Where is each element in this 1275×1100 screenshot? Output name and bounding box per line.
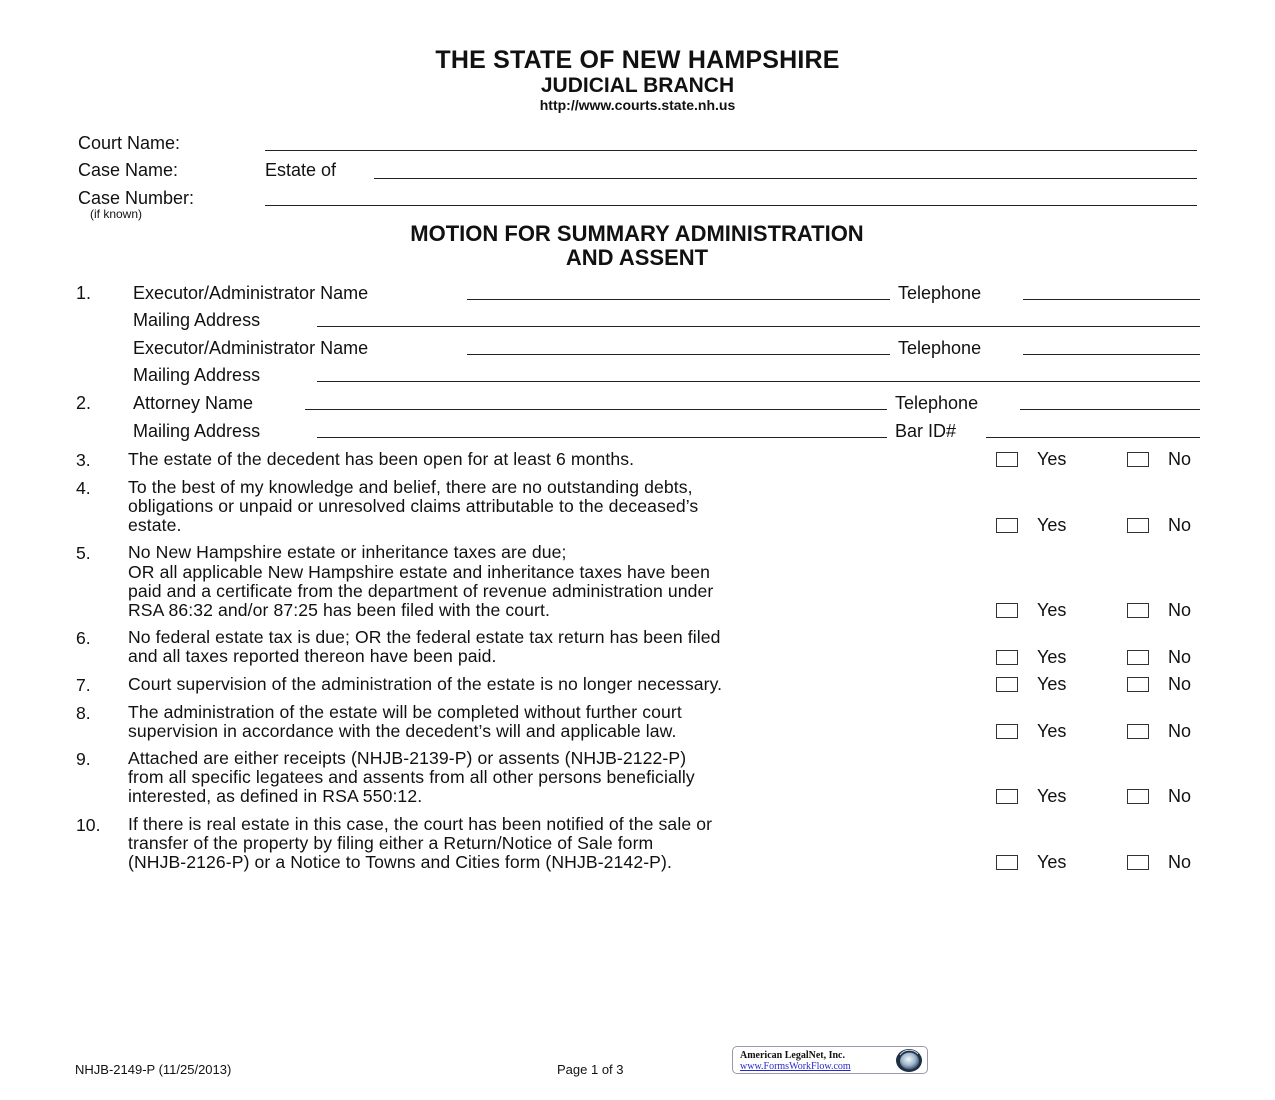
no-label: No: [1168, 515, 1192, 535]
courts-url-link[interactable]: http://www.courts.state.nh.us: [539, 97, 736, 113]
question-text-line: from all specific legatees and assents from all other persons beneficially: [128, 767, 695, 787]
case-name-field[interactable]: [374, 178, 1197, 179]
state-heading: THE STATE OF NEW HAMPSHIRE: [435, 46, 840, 74]
question-text-line: OR all applicable New Hampshire estate and inheritance taxes have been: [128, 562, 711, 582]
executor-1-label: Executor/Administrator Name: [133, 283, 369, 303]
question-text-line: interested, as defined in RSA 550:12.: [128, 786, 423, 806]
vendor-url-link[interactable]: www.FormsWorkFlow.com: [740, 1061, 851, 1072]
no-label: No: [1168, 449, 1192, 469]
yes-label: Yes: [1037, 674, 1067, 694]
form-title-line-1: MOTION FOR SUMMARY ADMINISTRATION: [410, 221, 864, 246]
form-title-line-2: AND ASSENT: [565, 245, 709, 270]
question-text-line: Court supervision of the administration of the estate is no longer necessary.: [128, 674, 723, 694]
question-7-yes-checkbox[interactable]: [996, 677, 1018, 692]
court-name-field[interactable]: [265, 150, 1197, 151]
case-name-label: Case Name:: [78, 160, 179, 180]
bar-id-label: Bar ID#: [895, 421, 957, 441]
item-number-1: 1.: [76, 283, 92, 303]
item-number-3: 3.: [76, 450, 91, 470]
yes-label: Yes: [1037, 647, 1067, 667]
question-text-line: paid and a certificate from the department of revenue administration under: [128, 581, 714, 601]
question-4-text: [128, 478, 698, 535]
question-text-line: transfer of the property by filing either a Return/Notice of Sale form: [128, 833, 654, 853]
question-3-no-checkbox[interactable]: [1127, 452, 1149, 467]
no-label: No: [1168, 852, 1192, 872]
question-text-line: obligations or unpaid or unresolved claims attributable to the deceased’s: [128, 496, 699, 516]
question-text-line: No federal estate tax is due; OR the federal estate tax return has been filed: [128, 627, 721, 647]
item-number-5: 5.: [76, 543, 91, 563]
question-text-line: supervision in accordance with the decedent’s will and applicable law.: [128, 721, 677, 741]
question-3-yes-checkbox[interactable]: [996, 452, 1018, 467]
question-9-text: [128, 749, 695, 806]
question-10-yes-checkbox[interactable]: [996, 855, 1018, 870]
question-6-no-checkbox[interactable]: [1127, 650, 1149, 665]
no-label: No: [1168, 674, 1192, 694]
question-text-line: The administration of the estate will be completed without further court: [128, 702, 682, 722]
question-7-no-checkbox[interactable]: [1127, 677, 1149, 692]
page-indicator: Page 1 of 3: [557, 1062, 624, 1077]
yes-label: Yes: [1037, 515, 1067, 535]
bar-id-field[interactable]: [986, 437, 1200, 438]
globe-icon: [894, 1048, 924, 1073]
question-text-line: estate.: [128, 515, 182, 535]
executor-1-address-label: Mailing Address: [133, 310, 261, 330]
attorney-phone-label: Telephone: [895, 393, 979, 413]
question-text-line: and all taxes reported thereon have been paid.: [128, 646, 497, 666]
executor-1-phone-field[interactable]: [1023, 299, 1200, 300]
question-8-yes-checkbox[interactable]: [996, 724, 1018, 739]
vendor-badge[interactable]: [732, 1046, 928, 1074]
branch-heading: JUDICIAL BRANCH: [540, 74, 735, 97]
attorney-address-field[interactable]: [317, 437, 887, 438]
executor-2-phone-field[interactable]: [1023, 354, 1200, 355]
question-text-line: Attached are either receipts (NHJB-2139-P) or assents (NHJB-2122-P): [128, 748, 687, 768]
question-text-line: No New Hampshire estate or inheritance taxes are due;: [128, 542, 567, 562]
no-label: No: [1168, 721, 1192, 741]
executor-2-address-label: Mailing Address: [133, 365, 261, 385]
question-text-line: RSA 86:32 and/or 87:25 has been filed with the court.: [128, 600, 550, 620]
question-3-text: [128, 450, 634, 469]
question-5-no-checkbox[interactable]: [1127, 603, 1149, 618]
attorney-phone-field[interactable]: [1020, 409, 1200, 410]
question-text-line: If there is real estate in this case, the court has been notified of the sale or: [128, 814, 713, 834]
executor-1-address-field[interactable]: [317, 326, 1200, 327]
vendor-name: American LegalNet, Inc.: [740, 1050, 845, 1061]
case-number-field[interactable]: [265, 205, 1197, 206]
question-4-no-checkbox[interactable]: [1127, 518, 1149, 533]
item-number-10: 10.: [76, 815, 101, 835]
no-label: No: [1168, 647, 1192, 667]
item-number-8: 8.: [76, 703, 91, 723]
executor-2-label: Executor/Administrator Name: [133, 338, 369, 358]
executor-2-address-field[interactable]: [317, 381, 1200, 382]
question-5-yes-checkbox[interactable]: [996, 603, 1018, 618]
yes-label: Yes: [1037, 449, 1067, 469]
executor-2-phone-label: Telephone: [898, 338, 982, 358]
yes-label: Yes: [1037, 786, 1067, 806]
question-8-no-checkbox[interactable]: [1127, 724, 1149, 739]
question-6-text: [128, 628, 721, 666]
case-number-note: (if known): [90, 207, 143, 221]
item-number-4: 4.: [76, 478, 91, 498]
question-text-line: The estate of the decedent has been open for at least 6 months.: [128, 449, 635, 469]
form-id: NHJB-2149-P (11/25/2013): [75, 1062, 232, 1077]
executor-1-phone-label: Telephone: [898, 283, 982, 303]
attorney-address-label: Mailing Address: [133, 421, 261, 441]
attorney-name-field[interactable]: [305, 409, 887, 410]
item-number-9: 9.: [76, 749, 91, 769]
question-9-yes-checkbox[interactable]: [996, 789, 1018, 804]
question-8-text: [128, 703, 682, 741]
yes-label: Yes: [1037, 721, 1067, 741]
question-10-no-checkbox[interactable]: [1127, 855, 1149, 870]
attorney-name-label: Attorney Name: [133, 393, 254, 413]
question-6-yes-checkbox[interactable]: [996, 650, 1018, 665]
yes-label: Yes: [1037, 600, 1067, 620]
item-number-6: 6.: [76, 628, 91, 648]
item-number-7: 7.: [76, 675, 91, 695]
question-text-line: To the best of my knowledge and belief, there are no outstanding debts,: [128, 477, 693, 497]
question-5-text: [128, 543, 713, 620]
case-number-label: Case Number:: [78, 188, 195, 208]
estate-of-label: Estate of: [265, 160, 337, 180]
question-7-text: [128, 675, 722, 694]
question-text-line: (NHJB-2126-P) or a Notice to Towns and Cities form (NHJB-2142-P).: [128, 852, 672, 872]
yes-label: Yes: [1037, 852, 1067, 872]
question-4-yes-checkbox[interactable]: [996, 518, 1018, 533]
question-9-no-checkbox[interactable]: [1127, 789, 1149, 804]
no-label: No: [1168, 600, 1192, 620]
no-label: No: [1168, 786, 1192, 806]
executor-2-name-field[interactable]: [467, 354, 890, 355]
question-10-text: [128, 815, 712, 872]
form-title: [287, 222, 987, 270]
item-number-2: 2.: [76, 393, 92, 413]
executor-1-name-field[interactable]: [467, 299, 890, 300]
court-name-label: Court Name:: [78, 133, 181, 153]
